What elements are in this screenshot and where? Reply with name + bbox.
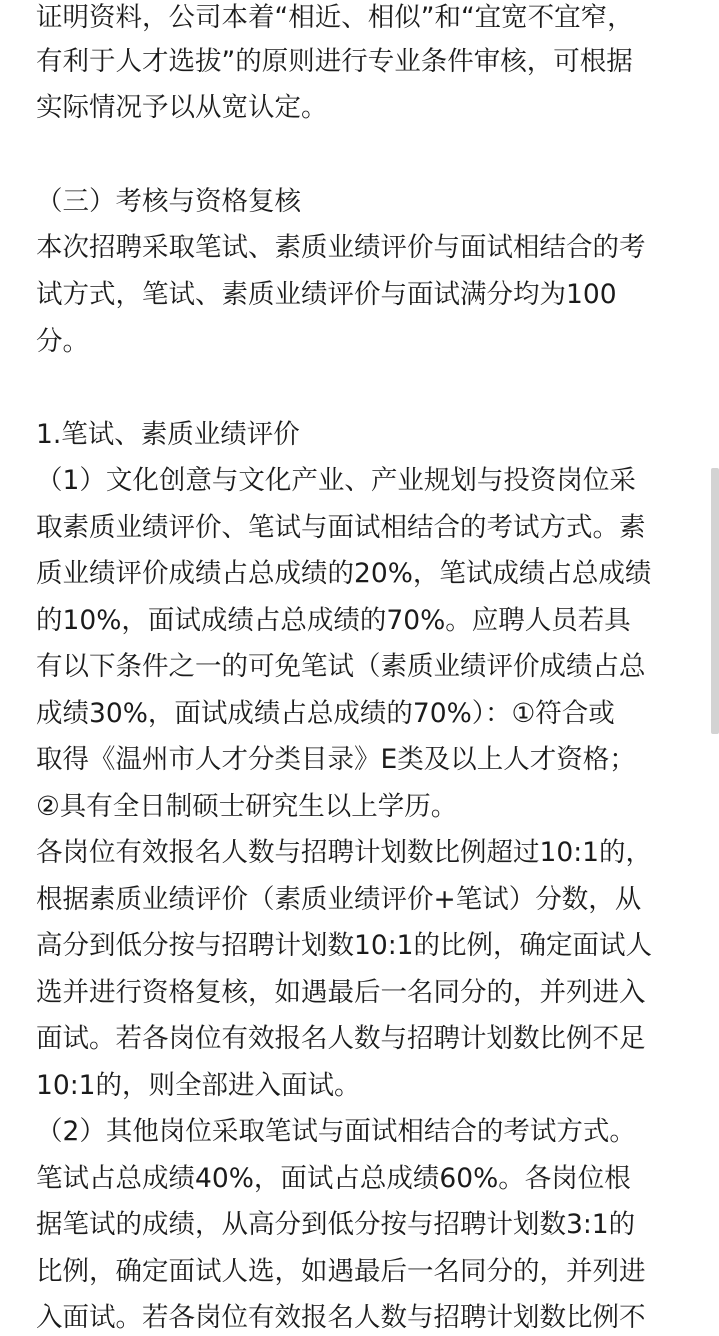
paragraph-line: 各岗位有效报名人数与招聘计划数比例超过10:1的， [36, 837, 653, 868]
paragraph-line: 选并进行资格复核，如遇最后一名同分的，并列进入 [36, 977, 646, 1008]
paragraph-line: 取得《温州市人才分类目录》E类及以上人才资格； [36, 744, 636, 775]
paragraph-line: 根据素质业绩评价（素质业绩评价+笔试）分数，从 [36, 884, 642, 915]
paragraph-line: 质业绩评价成绩占总成绩的20%，笔试成绩占总成绩 [36, 558, 652, 589]
paragraph-line: 据笔试的成绩，从高分到低分按与招聘计划数3:1的 [36, 1209, 636, 1240]
paragraph-line: 证明资料，公司本着“相近、相似”和“宜宽不宜窄， [36, 2, 634, 33]
paragraph-line: 有利于人才选拔”的原则进行专业条件审核，可根据 [36, 46, 633, 77]
section-heading: （三）考核与资格复核 [36, 186, 301, 217]
paragraph-line: ②具有全日制硕士研究生以上学历。 [36, 791, 458, 822]
paragraph-line: （1）文化创意与文化产业、产业规划与投资岗位采 [36, 465, 636, 496]
paragraph-line: 本次招聘采取笔试、素质业绩评价与面试相结合的考 [36, 232, 646, 263]
paragraph-line: 的10%，面试成绩占总成绩的70%。应聘人员若具 [36, 605, 631, 636]
paragraph-line: 入面试。若各岗位有效报名人数与招聘计划数比例不 [36, 1302, 646, 1333]
paragraph-line: 10:1的，则全部进入面试。 [36, 1070, 361, 1101]
paragraph-line: 面试。若各岗位有效报名人数与招聘计划数比例不足 [36, 1023, 646, 1054]
paragraph-line: 有以下条件之一的可免笔试（素质业绩评价成绩占总 [36, 651, 646, 682]
paragraph-line: 比例，确定面试人选，如遇最后一名同分的，并列进 [36, 1256, 646, 1287]
paragraph-line: 实际情况予以从宽认定。 [36, 92, 328, 123]
paragraph-line: 分。 [36, 326, 89, 357]
paragraph-line: （2）其他岗位采取笔试与面试相结合的考试方式。 [36, 1116, 636, 1147]
subsection-heading: 1.笔试、素质业绩评价 [36, 419, 300, 450]
paragraph-line: 取素质业绩评价、笔试与面试相结合的考试方式。素 [36, 512, 646, 543]
paragraph-line: 试方式，笔试、素质业绩评价与面试满分均为100 [36, 279, 617, 310]
paragraph-line: 成绩30%，面试成绩占总成绩的70%）：①符合或 [36, 698, 615, 729]
scrollbar-thumb[interactable] [711, 468, 719, 734]
paragraph-line: 笔试占总成绩40%，面试占总成绩60%。各岗位根 [36, 1163, 631, 1194]
paragraph-line: 高分到低分按与招聘计划数10:1的比例，确定面试人 [36, 930, 653, 961]
